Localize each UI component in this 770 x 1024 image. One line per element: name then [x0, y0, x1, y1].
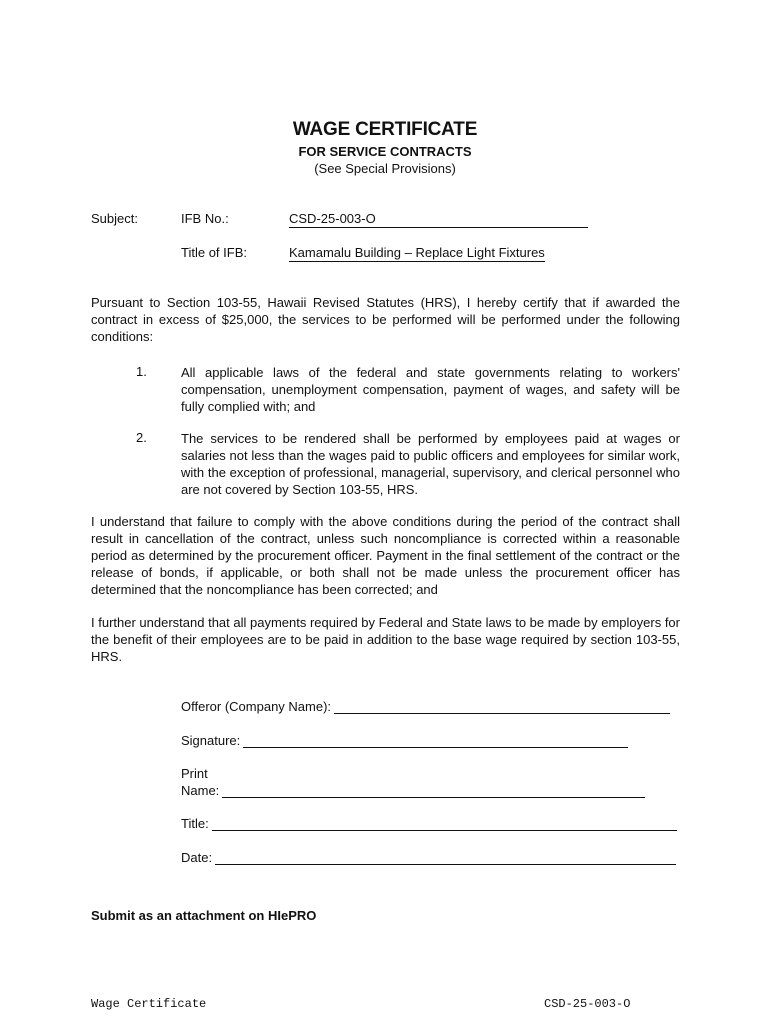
footer-left: Wage Certificate [91, 997, 207, 1011]
condition-text-1: All applicable laws of the federal and state governments relating to workers' compensation, unemployment compensation, payment of wages, and safety will be fully complied with; and [181, 365, 680, 414]
submit-note: Submit as an attachment on HIePRO [91, 908, 317, 923]
title-field[interactable] [181, 816, 677, 831]
date-line[interactable] [215, 850, 676, 865]
print-name-line[interactable] [222, 783, 645, 798]
noncompliance-paragraph: I understand that failure to comply with the above conditions during the period of the contract shall result in cancellation of the contract, unless such noncompliance is corrected within a reasonable period as determined by the procurement officer. Payment in the final settlement of the contract or the release of bonds, if applicable, or both shall not be made unless the procurement officer has determined that the noncompliance has been corrected; and [91, 514, 680, 597]
offeror-line[interactable] [334, 699, 670, 714]
payments-paragraph: I further understand that all payments required by Federal and State laws to be made by employers for the benefit of their employees are to be paid in addition to the base wage required by section 103-55, HRS. [91, 615, 680, 664]
name-label: Name: [181, 783, 220, 798]
signature-field[interactable] [181, 733, 628, 748]
title-label: Title: [181, 816, 209, 831]
date-label: Date: [181, 850, 213, 865]
document-title: WAGE CERTIFICATE [292, 119, 478, 140]
print-name-field[interactable] [181, 783, 645, 798]
title-line[interactable] [212, 816, 677, 831]
document-subtitle: FOR SERVICE CONTRACTS [298, 144, 472, 159]
ifb-number-label: IFB No.: [181, 211, 229, 226]
subject-label: Subject: [91, 211, 138, 226]
condition-text-2: The services to be rendered shall be performed by employees paid at wages or salaries not less than the wages paid to public officers and employees for similar work, with the exception of professional, managerial, supervisory, and clerical personnel who are not covered by Section 103-55, HRS. [181, 431, 680, 497]
offeror-label: Offeror (Company Name): [181, 699, 332, 714]
ifb-title-value: Kamamalu Building – Replace Light Fixtures [289, 245, 545, 260]
ifb-title-label: Title of IFB: [181, 245, 247, 260]
signature-line[interactable] [243, 733, 628, 748]
footer-right: CSD-25-003-O [544, 997, 631, 1011]
offeror-field[interactable] [181, 699, 670, 714]
intro-paragraph: Pursuant to Section 103-55, Hawaii Revised Statutes (HRS), I hereby certify that if awarded the contract in excess of $25,000, the services to be performed will be performed under the following conditions: [91, 295, 680, 344]
condition-number-2: 2. [136, 430, 147, 445]
ifb-number-value: CSD-25-003-O [289, 211, 588, 228]
signature-label: Signature: [181, 733, 241, 748]
date-field[interactable] [181, 850, 676, 865]
condition-number-1: 1. [136, 364, 147, 379]
print-label: Print [181, 766, 208, 781]
document-note: (See Special Provisions) [314, 161, 456, 176]
